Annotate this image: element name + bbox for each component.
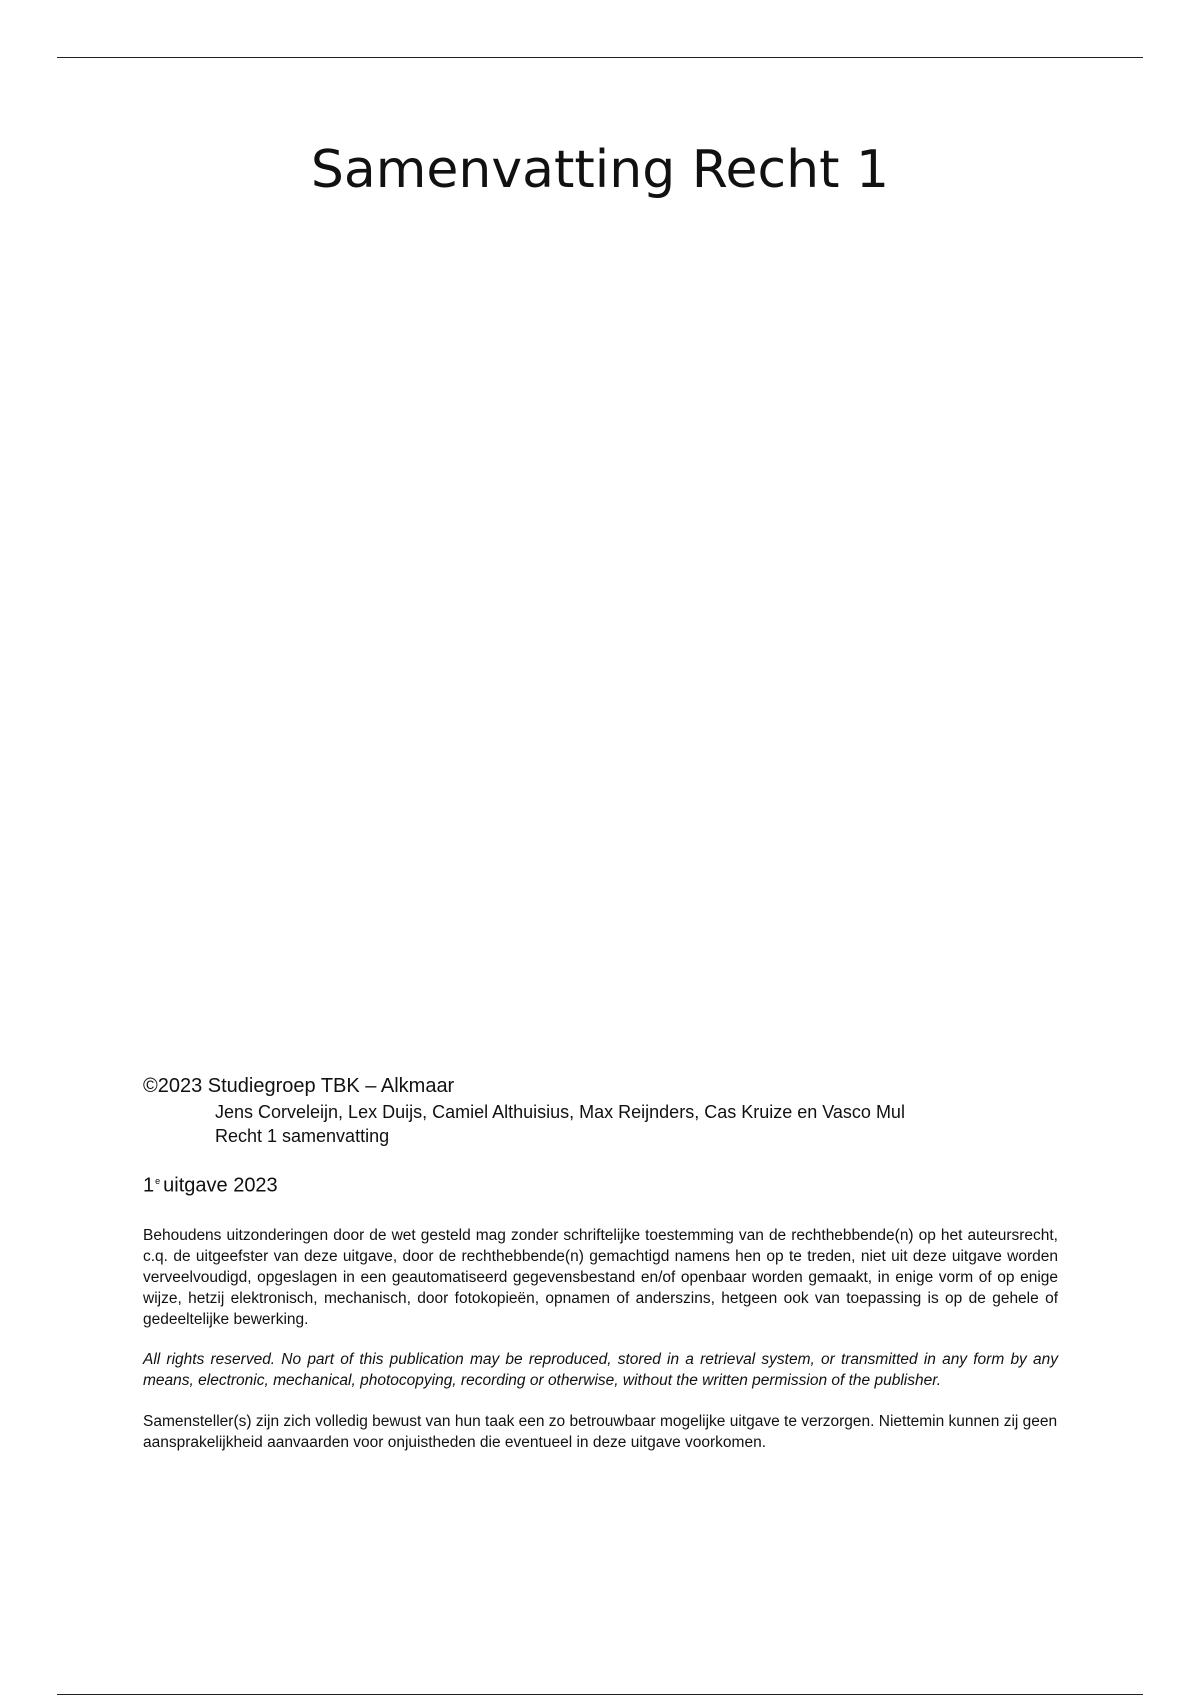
rights-notice-english: All rights reserved. No part of this publication may be reproduced, stored in a retrieval system, or transmitted in any form by any means, electronic, mechanical, photocopying, recording or otherwise, without the written permission of the publisher. [143,1350,1058,1389]
authors-line: Jens Corveleijn, Lex Duijs, Camiel Althuisius, Max Reijnders, Cas Kruize en Vasco Mul [215,1102,905,1122]
copyright-line: ©2023 Studiegroep TBK – Alkmaar [143,1075,455,1097]
liability-disclaimer: Samensteller(s) zijn zich volledig bewust van hun taak een zo betrouwbaar mogelijke uitgave te verzorgen. Niettemin kunnen zij geen aansprakelijkheid aanvaarden voor onjuistheden die eventueel in deze uitgave voorkomen. [143,1412,1058,1451]
rights-notice-dutch: Behoudens uitzonderingen door de wet gesteld mag zonder schriftelijke toestemming van de rechthebbende(n) op het auteursrecht, c.q. de uitgeefster van deze uitgave, door de rechthebbende(n) gemachtigd namens hen op te treden, niet uit deze uitgave worden verveelvoudigd, opgeslagen in een geautomatiseerd gegevensbestand en/of openbaar worden gemaakt, in enige vorm of op enige wijze, hetzij elektronisch, mechanisch, door fotokopieën, opnamen of anderszins, hetgeen ook van toepassing is op de gehele of gedeeltelijke bewerking. [143,1226,1058,1328]
imprint-block [143,1072,1058,1453]
edition-ordinal-suffix: e [155,1176,161,1186]
header-rule [57,57,1143,58]
footer-rule [57,1694,1143,1695]
work-title-line: Recht 1 samenvatting [215,1126,390,1146]
edition-text: uitgave 2023 [163,1174,278,1197]
document-title: Samenvatting Recht 1 [310,140,890,200]
edition-number: 1 [143,1174,155,1197]
edition-line [143,1168,1058,1199]
